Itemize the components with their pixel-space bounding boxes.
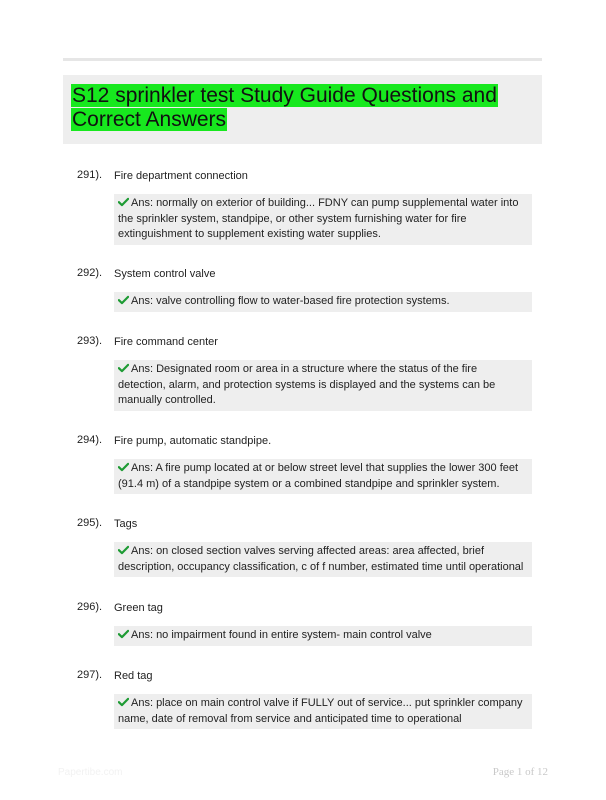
question-text: Fire command center (114, 336, 218, 348)
check-icon (118, 363, 129, 373)
check-icon (118, 295, 129, 305)
answer-text: Ans: place on main control valve if FULLY out of service... put sprinkler company name, date of removal from service and anticipated time to operational (118, 697, 523, 725)
question-text: Fire pump, automatic standpipe. (114, 435, 272, 447)
check-icon (118, 697, 129, 707)
question-number: 295). (77, 517, 103, 529)
question-number: 292). (77, 267, 103, 279)
answer-text: Ans: no impairment found in entire system- main control valve (131, 629, 432, 641)
question-number: 296). (77, 601, 103, 613)
answer-box (114, 694, 532, 729)
answer-box (114, 360, 532, 411)
footer-watermark: Papertibe.com (58, 767, 123, 778)
answer-box (114, 292, 532, 312)
answer-box (114, 626, 532, 646)
question-number: 291). (77, 169, 103, 181)
question-text: System control valve (114, 268, 216, 280)
answer-text: Ans: normally on exterior of building... FDNY can pump supplemental water into the sprinkler system, standpipe, or other system furnishing water for fire extinguishment to supplement existing water supplies. (118, 197, 519, 240)
check-icon (118, 197, 129, 207)
question-number: 294). (77, 434, 103, 446)
question-text: Tags (114, 518, 138, 530)
answer-text: Ans: A fire pump located at or below street level that supplies the lower 300 feet (91.4 m) of a standpipe system or a combined standpipe and sprinkler system. (118, 462, 519, 490)
question-number: 293). (77, 335, 103, 347)
answer-box (114, 542, 532, 577)
document-title-text: S12 sprinkler test Study Guide Questions and Correct Answers (72, 84, 497, 131)
answer-text: Ans: on closed section valves serving affected areas: area affected, brief description, occupancy classification, c of f number, estimated time until operational (118, 545, 524, 573)
answer-box (114, 459, 532, 494)
question-text: Fire department connection (114, 170, 248, 182)
answer-box (114, 194, 532, 245)
answer-text: Ans: valve controlling flow to water-based fire protection systems. (131, 295, 450, 307)
check-icon (118, 629, 129, 639)
answer-text: Ans: Designated room or area in a structure where the status of the fire detection, alarm, and protection systems is displayed and the systems can be manually controlled. (118, 363, 496, 406)
question-text: Green tag (114, 602, 163, 614)
check-icon (118, 462, 129, 472)
question-text: Red tag (114, 670, 153, 682)
question-number: 297). (77, 669, 103, 681)
check-icon (118, 545, 129, 555)
page-number: Page 1 of 12 (492, 766, 548, 778)
